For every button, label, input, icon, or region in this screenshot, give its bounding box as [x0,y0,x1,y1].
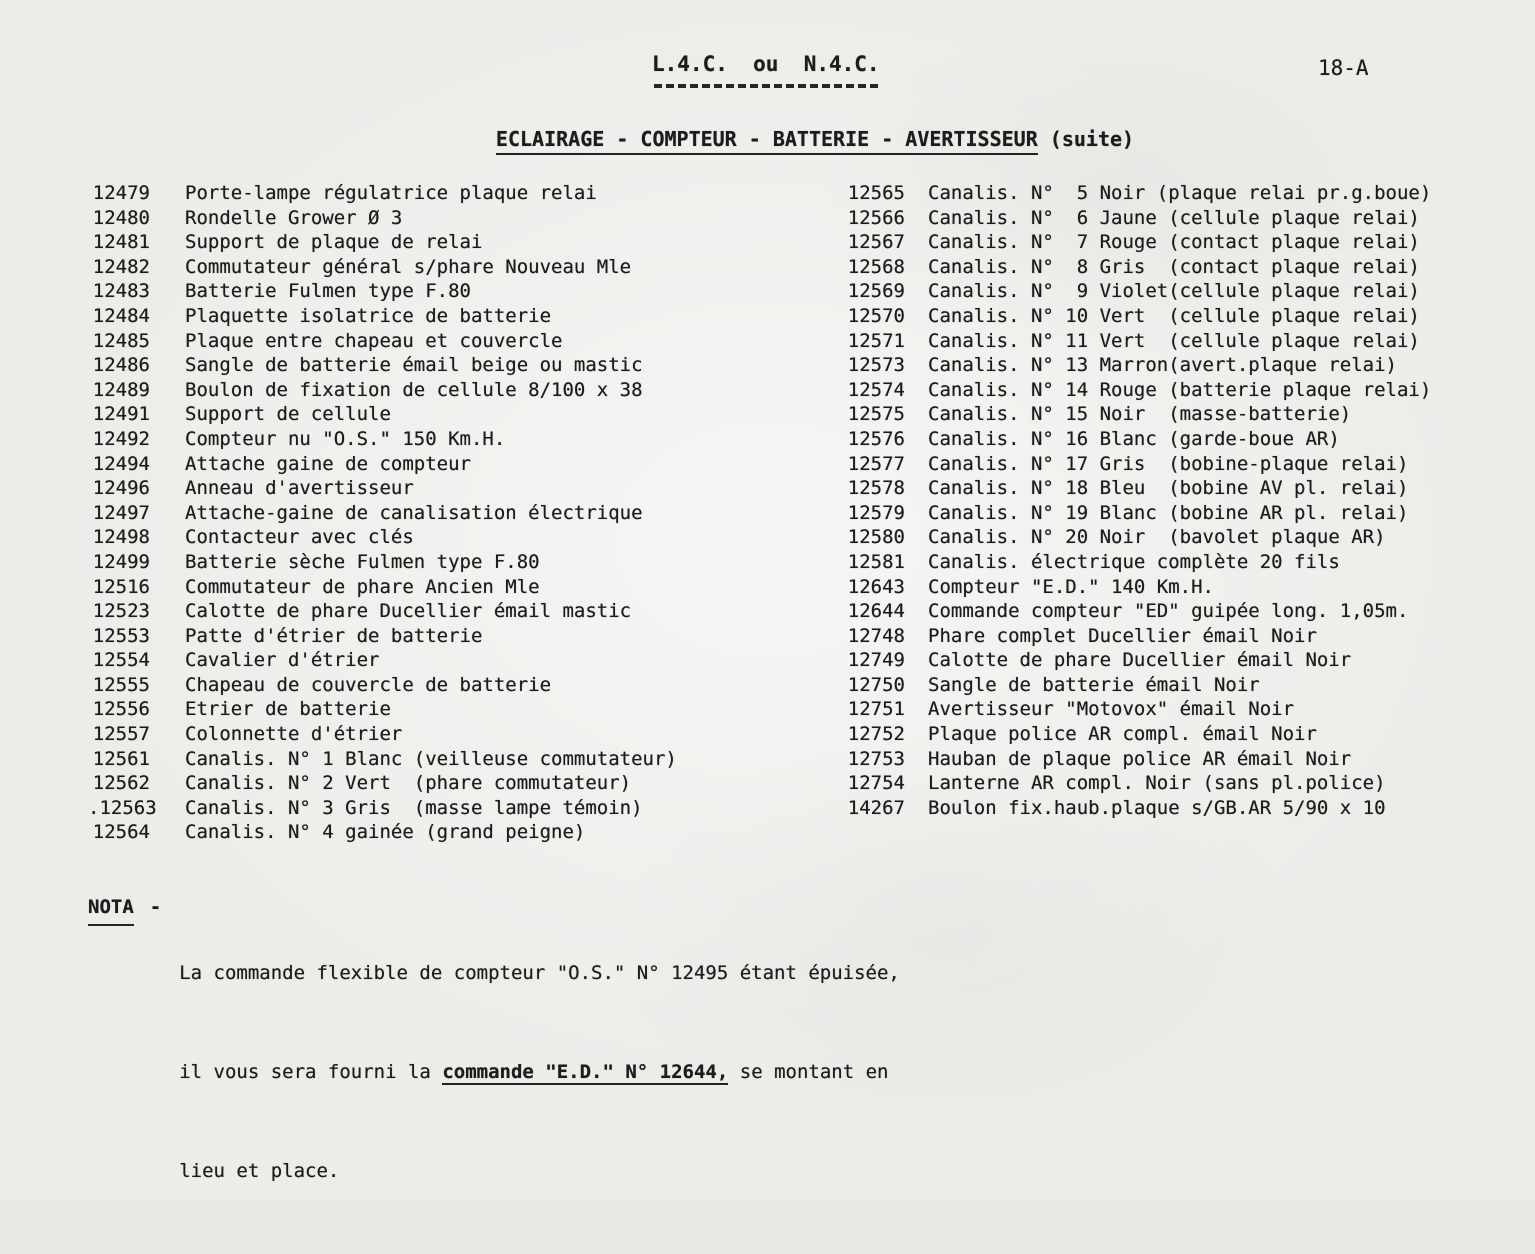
part-row [88,771,677,796]
part-row [843,402,1431,427]
part-number: 12569 [843,279,905,304]
part-row [843,378,1431,403]
part-description: Canalis. N° 6 Jaune (cellule plaque relai) [928,206,1420,231]
part-row [843,181,1431,206]
part-number: 12577 [843,452,905,477]
part-number: 12644 [843,599,905,624]
part-number: 12749 [843,648,905,673]
part-row [88,230,677,255]
part-description: Canalis. N° 16 Blanc (garde-boue AR) [928,427,1340,452]
part-number: 12573 [843,353,905,378]
part-number: 12571 [843,329,905,354]
nota-line-2-post: se montant en [728,1061,888,1083]
nota-line-2 [179,1056,900,1089]
part-description: Canalis. N° 9 Violet(cellule plaque relai) [928,279,1420,304]
part-number: 12570 [843,304,905,329]
part-description: Attache-gaine de canalisation électrique [185,501,643,526]
part-row [843,255,1431,280]
part-description: Calotte de phare Ducellier émail mastic [185,599,631,624]
section-title-main: ECLAIRAGE - COMPTEUR - BATTERIE - AVERTISSEUR [496,127,1038,155]
nota-label: NOTA [88,891,134,926]
part-number: 12561 [88,747,150,772]
part-description: Sangle de batterie émail beige ou mastic [185,353,643,378]
part-description: Canalis. N° 4 gainée (grand peigne) [185,820,585,845]
part-number: 12480 [88,206,150,231]
nota-line-1: La commande flexible de compteur "O.S." N° 12495 étant épuisée, [179,957,900,990]
part-description: Chapeau de couvercle de batterie [185,673,551,698]
part-number: 12496 [88,476,150,501]
part-description: Canalis. N° 1 Blanc (veilleuse commutateur) [185,747,677,772]
part-number: 12497 [88,501,150,526]
part-row [88,402,677,427]
part-number: 12523 [88,599,150,624]
part-description: Attache gaine de compteur [185,452,471,477]
part-description: Canalis. N° 13 Marron(avert.plaque relai) [928,353,1397,378]
part-number: 12748 [843,624,905,649]
model-header: L.4.C. ou N.4.C. [652,52,880,76]
part-description: Lanterne AR compl. Noir (sans pl.police) [928,771,1386,796]
part-number: 12568 [843,255,905,280]
part-row [88,648,677,673]
section-title [0,127,1535,151]
part-row [88,255,677,280]
part-row [88,378,677,403]
part-row [88,525,677,550]
part-number: 12479 [88,181,150,206]
part-number: 12578 [843,476,905,501]
part-number: 12482 [88,255,150,280]
part-number: 12483 [88,279,150,304]
part-number: .12563 [88,796,150,821]
part-number: 12498 [88,525,150,550]
part-description: Rondelle Grower Ø 3 [185,206,402,231]
part-number: 12752 [843,722,905,747]
part-number: 12492 [88,427,150,452]
part-row [843,525,1431,550]
part-row [88,624,677,649]
part-description: Commutateur général s/phare Nouveau Mle [185,255,631,280]
part-description: Batterie Fulmen type F.80 [185,279,471,304]
part-number: 12555 [88,673,150,698]
part-row [88,206,677,231]
part-description: Commutateur de phare Ancien Mle [185,575,540,600]
part-description: Canalis. N° 5 Noir (plaque relai pr.g.boue) [928,181,1431,206]
part-description: Batterie sèche Fulmen type F.80 [185,550,540,575]
part-row [843,501,1431,526]
part-row [88,181,677,206]
part-description: Canalis. N° 7 Rouge (contact plaque relai) [928,230,1420,255]
part-row [843,575,1431,600]
part-number: 12553 [88,624,150,649]
part-number: 12516 [88,575,150,600]
part-row [843,353,1431,378]
part-row [88,304,677,329]
part-description: Compteur "E.D." 140 Km.H. [928,575,1214,600]
part-number: 12556 [88,697,150,722]
part-row [843,476,1431,501]
part-number: 14267 [843,796,905,821]
nota-line-2-underlined: commande "E.D." N° 12644, [442,1061,728,1085]
part-row [843,624,1431,649]
part-row [843,771,1431,796]
section-title-suffix: (suite) [1038,127,1134,151]
part-number: 12494 [88,452,150,477]
part-number: 12481 [88,230,150,255]
part-description: Boulon de fixation de cellule 8/100 x 38 [185,378,643,403]
part-description: Sangle de batterie émail Noir [928,673,1260,698]
part-description: Commande compteur "ED" guipée long. 1,05m. [928,599,1408,624]
part-number: 12580 [843,525,905,550]
part-row [88,353,677,378]
model-header-underline [654,84,880,88]
part-description: Canalis. N° 20 Noir (bavolet plaque AR) [928,525,1386,550]
part-description: Canalis. N° 15 Noir (masse-batterie) [928,402,1351,427]
part-row [843,427,1431,452]
part-number: 12484 [88,304,150,329]
part-description: Patte d'étrier de batterie [185,624,482,649]
part-number: 12491 [88,402,150,427]
part-description: Etrier de batterie [185,697,391,722]
part-row [843,796,1431,821]
part-number: 12751 [843,697,905,722]
part-row [88,452,677,477]
part-description: Canalis. N° 18 Bleu (bobine AV pl. relai) [928,476,1408,501]
part-number: 12489 [88,378,150,403]
part-number: 12581 [843,550,905,575]
part-number: 12564 [88,820,150,845]
part-row [843,304,1431,329]
part-number: 12557 [88,722,150,747]
part-description: Contacteur avec clés [185,525,414,550]
part-number: 12562 [88,771,150,796]
part-number: 12575 [843,402,905,427]
part-description: Canalis. N° 2 Vert (phare commutateur) [185,771,631,796]
part-description: Canalis. N° 19 Blanc (bobine AR pl. relai) [928,501,1408,526]
part-row [88,747,677,772]
part-description: Support de plaque de relai [185,230,482,255]
part-row [843,452,1431,477]
part-description: Plaque police AR compl. émail Noir [928,722,1317,747]
part-number: 12754 [843,771,905,796]
nota-dash: - [150,891,161,924]
part-description: Canalis. N° 14 Rouge (batterie plaque relai) [928,378,1431,403]
part-row [843,599,1431,624]
part-description: Hauban de plaque police AR émail Noir [928,747,1351,772]
part-row [88,796,677,821]
part-description: Phare complet Ducellier émail Noir [928,624,1317,649]
part-number: 12565 [843,181,905,206]
part-number: 12574 [843,378,905,403]
part-description: Plaque entre chapeau et couvercle [185,329,563,354]
part-number: 12576 [843,427,905,452]
part-row [88,722,677,747]
part-number: 12579 [843,501,905,526]
part-row [88,427,677,452]
part-row [88,550,677,575]
part-number: 12486 [88,353,150,378]
nota-line-2-pre: il vous sera fourni la [179,1061,442,1083]
part-row [843,550,1431,575]
part-row [88,476,677,501]
part-number: 12753 [843,747,905,772]
part-description: Anneau d'avertisseur [185,476,414,501]
part-row [843,673,1431,698]
part-row [843,697,1431,722]
part-row [843,230,1431,255]
part-description: Canalis. N° 3 Gris (masse lampe témoin) [185,796,643,821]
part-row [88,501,677,526]
part-description: Avertisseur "Motovox" émail Noir [928,697,1294,722]
part-description: Support de cellule [185,402,391,427]
part-number: 12554 [88,648,150,673]
part-description: Porte-lampe régulatrice plaque relai [185,181,597,206]
part-row [843,722,1431,747]
part-row [843,648,1431,673]
part-row [88,673,677,698]
part-row [88,329,677,354]
part-number: 12499 [88,550,150,575]
part-description: Cavalier d'étrier [185,648,379,673]
parts-column-right [843,181,1431,820]
part-row [88,697,677,722]
part-row [843,747,1431,772]
part-row [843,279,1431,304]
part-row [88,599,677,624]
part-description: Canalis. N° 17 Gris (bobine-plaque relai) [928,452,1408,477]
part-number: 12567 [843,230,905,255]
part-description: Plaquette isolatrice de batterie [185,304,551,329]
part-row [88,575,677,600]
part-description: Canalis. N° 10 Vert (cellule plaque relai) [928,304,1420,329]
part-number: 12750 [843,673,905,698]
part-description: Boulon fix.haub.plaque s/GB.AR 5/90 x 10 [928,796,1386,821]
part-row [88,820,677,845]
part-number: 12566 [843,206,905,231]
page-number: 18-A [1318,56,1369,80]
part-description: Canalis. N° 11 Vert (cellule plaque relai) [928,329,1420,354]
part-description: Calotte de phare Ducellier émail Noir [928,648,1351,673]
part-number: 12485 [88,329,150,354]
nota-line-3: lieu et place. [179,1155,900,1188]
part-description: Compteur nu "O.S." 150 Km.H. [185,427,505,452]
part-description: Colonnette d'étrier [185,722,402,747]
part-description: Canalis. électrique complète 20 fils [928,550,1340,575]
part-row [843,206,1431,231]
parts-column-left [88,181,677,845]
part-number: 12643 [843,575,905,600]
part-description: Canalis. N° 8 Gris (contact plaque relai) [928,255,1420,280]
part-row [88,279,677,304]
part-row [843,329,1431,354]
